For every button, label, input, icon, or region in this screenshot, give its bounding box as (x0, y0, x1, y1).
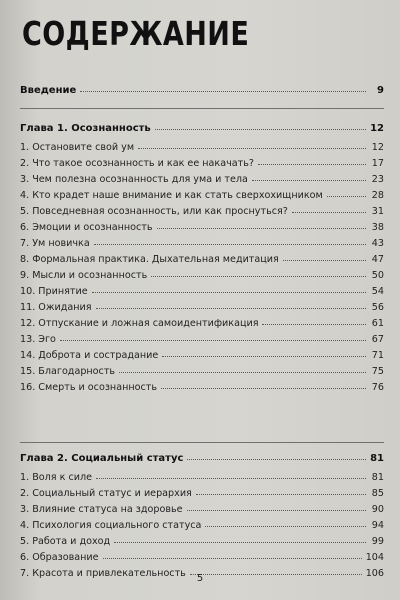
toc-entry-label: 5. Работа и доход (20, 535, 111, 547)
dot-leader (157, 227, 366, 229)
toc-entry-label: 12. Отпускание и ложная самоидентификация (20, 317, 259, 329)
dot-leader (258, 163, 366, 165)
toc-entry-label: 10. Принятие (20, 285, 88, 297)
toc-entry (20, 255, 384, 265)
page-number: 5 (196, 573, 204, 584)
toc-entry (20, 537, 384, 547)
toc-entry (20, 175, 384, 185)
chapter-heading (20, 454, 384, 464)
toc-chapter-2 (20, 454, 384, 579)
toc-entry-page: 104 (365, 551, 384, 563)
toc-entry-page: 9 (377, 85, 384, 96)
toc-entry-label: 1. Остановите свой ум (20, 142, 135, 153)
toc-entry-page: 50 (371, 269, 384, 281)
toc-entry-page: 61 (371, 317, 384, 329)
dot-leader (114, 541, 366, 543)
toc-entry-page: 99 (371, 535, 384, 547)
toc-entry-page: 43 (371, 237, 384, 249)
toc-chapter-1 (20, 124, 384, 392)
toc-entry (20, 271, 384, 281)
toc-entry-label: 3. Чем полезна осознанность для ума и тела (20, 173, 248, 185)
dot-leader (283, 259, 366, 261)
toc-entry-label: 6. Образование (20, 551, 99, 563)
dot-leader (292, 211, 366, 213)
toc-entry-label: 1. Воля к силе (20, 472, 92, 483)
dot-leader (155, 128, 366, 130)
dot-leader (103, 557, 362, 559)
toc-entry-label: 8. Формальная практика. Дыхательная медитация (20, 253, 279, 265)
toc-entry-page: 67 (371, 333, 384, 345)
toc-entry (20, 303, 384, 313)
toc-entry (20, 191, 384, 201)
toc-entry (20, 223, 384, 233)
dot-leader (205, 525, 366, 527)
dot-leader (187, 458, 366, 460)
toc-entry (20, 473, 384, 483)
dot-leader (252, 179, 366, 181)
toc-entry-page: 17 (371, 157, 384, 169)
toc-entry-label: 11. Ожидания (20, 301, 92, 313)
toc-entry-page: 38 (371, 221, 384, 233)
toc-entry (20, 553, 384, 563)
toc-entry (20, 287, 384, 297)
dot-leader (96, 477, 366, 479)
toc-entry (20, 351, 384, 361)
toc-entry-label: 7. Красота и привлекательность (20, 567, 186, 579)
toc-entry-page: 12 (371, 142, 384, 153)
toc-entry-page: 90 (371, 503, 384, 515)
toc-entry-page: 81 (371, 472, 384, 483)
dot-leader (262, 323, 366, 325)
toc-entry (20, 159, 384, 169)
toc-entry-label: 4. Психология социального статуса (20, 519, 202, 531)
toc-entry (20, 207, 384, 217)
toc-entry-label: 2. Социальный статус и иерархия (20, 487, 192, 499)
toc-entry-page: 85 (371, 487, 384, 499)
dot-leader (92, 291, 366, 293)
dot-leader (96, 307, 366, 309)
toc-entry-page: 71 (371, 349, 384, 361)
toc-entry-label: 14. Доброта и сострадание (20, 349, 159, 361)
dot-leader (196, 493, 366, 495)
toc-entry-page: 106 (365, 567, 384, 579)
dot-leader (94, 243, 366, 245)
toc-entry-label: 9. Мысли и осознанность (20, 269, 148, 281)
toc-entry-label: Введение (20, 85, 77, 96)
toc-entry (20, 505, 384, 515)
toc-entry (20, 521, 384, 531)
divider (20, 442, 384, 443)
toc-entry-label: 5. Повседневная осознанность, или как проснуться? (20, 205, 288, 217)
chapter-heading (20, 124, 384, 134)
dot-leader (138, 147, 366, 149)
page-title: СОДЕРЖАНИЕ (22, 14, 250, 53)
toc-entry-page: 23 (371, 173, 384, 185)
toc-entry (20, 489, 384, 499)
toc-entry-page: 94 (371, 519, 384, 531)
toc-entry-page: 56 (371, 301, 384, 313)
toc-entry (20, 239, 384, 249)
toc-entry-label: 4. Кто крадет наше внимание и как стать сверхохищником (20, 189, 323, 201)
dot-leader (60, 339, 366, 341)
toc-entry-label: 3. Влияние статуса на здоровье (20, 503, 183, 515)
toc-entry-label: 15. Благодарность (20, 365, 116, 377)
toc-entry-label: 6. Эмоции и осознанность (20, 221, 153, 233)
dot-leader (161, 387, 366, 389)
toc-entry-page: 47 (371, 253, 384, 265)
toc-entry-page: 75 (371, 365, 384, 377)
toc-entry (20, 335, 384, 345)
toc-entry-page: 12 (370, 123, 384, 134)
toc-entry-label: 16. Смерть и осознанность (20, 381, 158, 393)
dot-leader (162, 355, 366, 357)
dot-leader (187, 509, 366, 511)
dot-leader (119, 371, 366, 373)
toc-entry (20, 86, 384, 96)
toc-entry-label: 13. Эго (20, 333, 56, 345)
toc-entry (20, 383, 384, 393)
dot-leader (327, 195, 366, 197)
toc-entry (20, 143, 384, 153)
toc-entry (20, 319, 384, 329)
toc-entry-label: Глава 2. Социальный статус (20, 453, 184, 464)
toc-entry-page: 54 (371, 285, 384, 297)
toc-entry (20, 367, 384, 377)
dot-leader (80, 90, 366, 92)
toc-entry-label: 7. Ум новичка (20, 237, 90, 249)
toc-entry-page: 31 (371, 205, 384, 217)
toc-entry-page: 28 (371, 189, 384, 201)
toc-entry-page: 81 (370, 453, 384, 464)
toc-intro (20, 86, 384, 96)
dot-leader (151, 275, 366, 277)
divider (20, 108, 384, 109)
toc-entry-page: 76 (371, 381, 384, 393)
toc-entry-label: 2. Что такое осознанность и как ее накачать? (20, 157, 254, 169)
toc-entry-label: Глава 1. Осознанность (20, 123, 151, 134)
